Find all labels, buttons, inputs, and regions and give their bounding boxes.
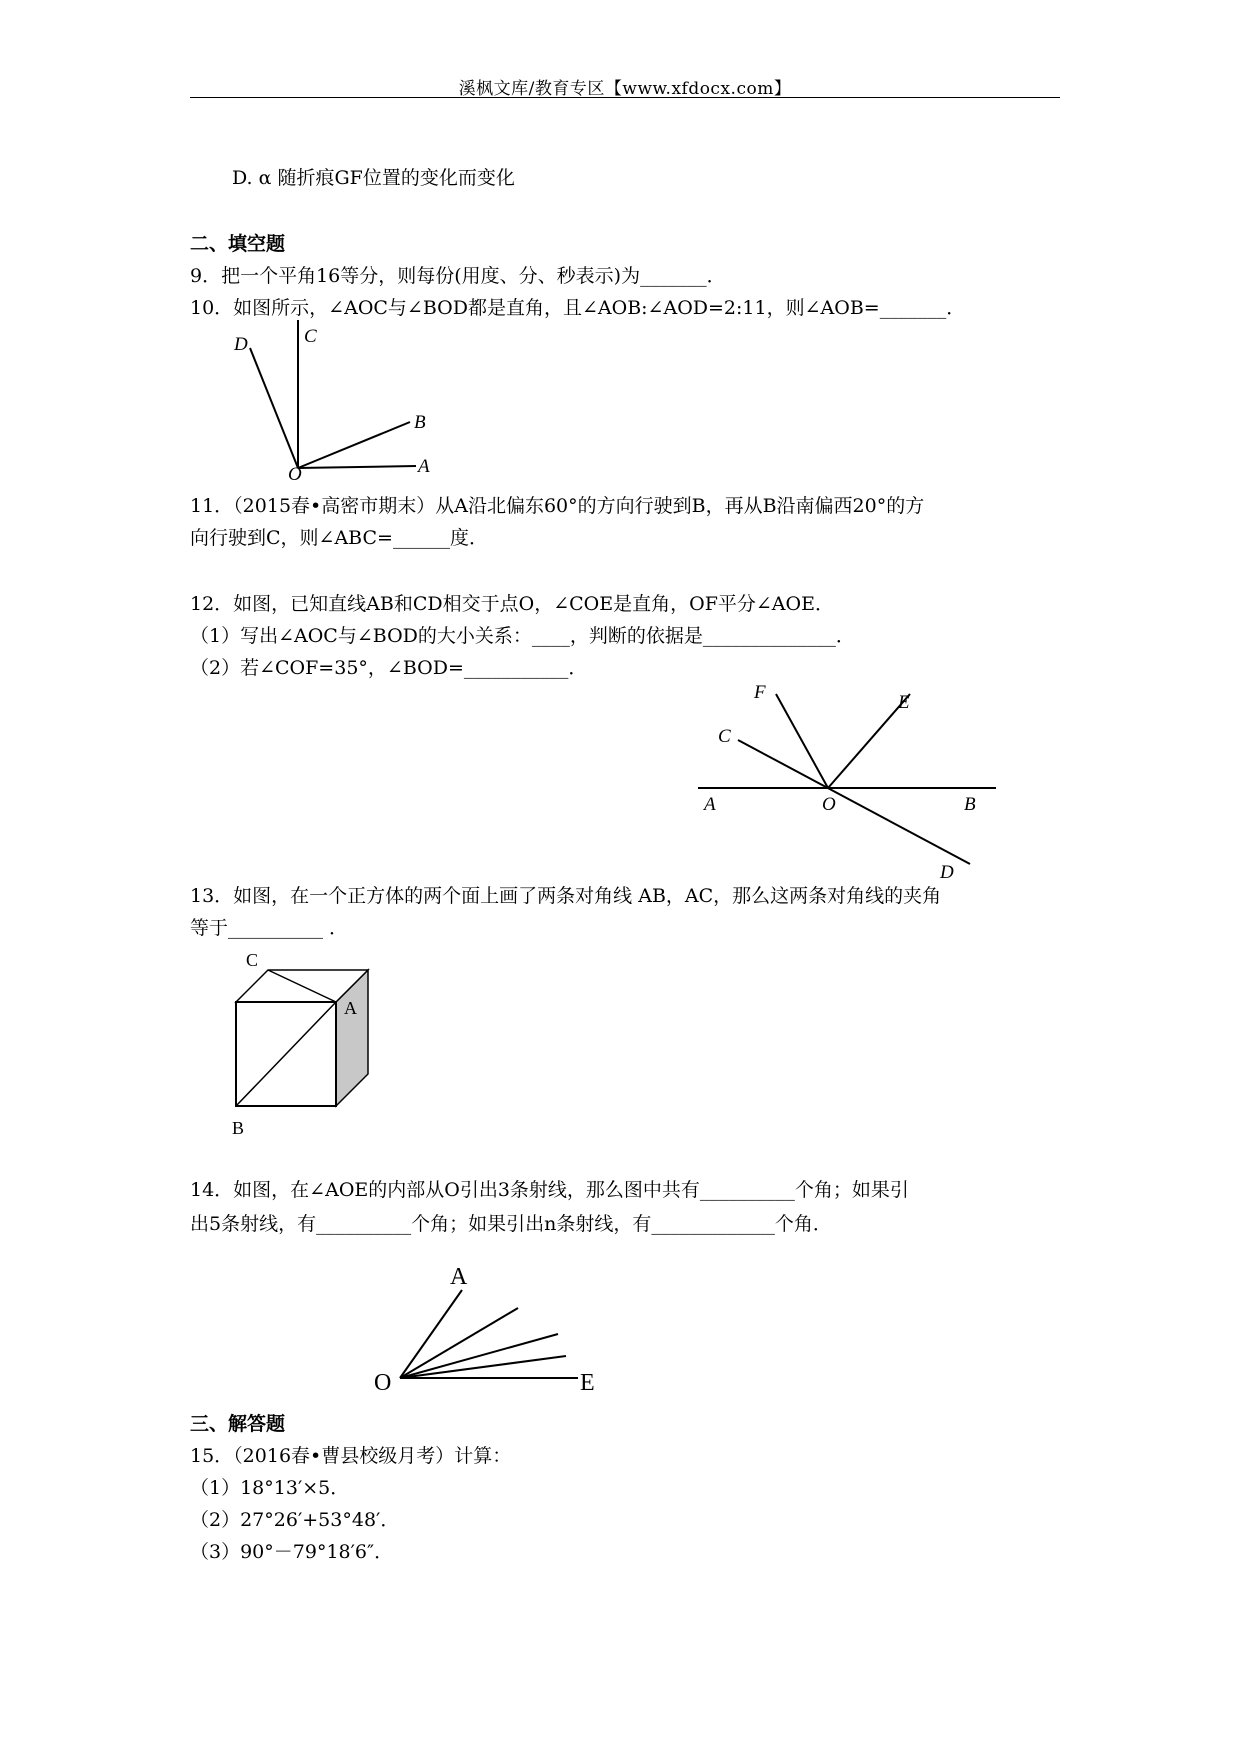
question-12-line-2: （1）写出∠AOC与∠BOD的大小关系：____，判断的依据是______________． [190, 625, 855, 647]
question-13-line-1: 13．如图，在一个正方体的两个面上画了两条对角线 AB，AC，那么这两条对角线的夹角 [190, 885, 942, 907]
fig12-label-D: D [940, 862, 954, 880]
question-9: 9．把一个平角16等分，则每份(用度、分、秒表示)为_______． [190, 265, 726, 287]
fig12-label-B: B [964, 794, 976, 815]
fig10-label-A: A [418, 456, 430, 477]
figure-14 [370, 1262, 610, 1406]
fig14-label-E: E [580, 1370, 595, 1396]
fig12-label-E: E [898, 692, 910, 713]
figure-13 [228, 944, 388, 1148]
question-14-line-1: 14．如图，在∠AOE的内部从O引出3条射线，那么图中共有__________个角；如果引 [190, 1179, 909, 1201]
section-2-title: 二、填空题 [190, 233, 286, 255]
question-15-part-2: （2）27°26′+53°48′． [190, 1509, 400, 1531]
fig10-label-B: B [414, 412, 426, 433]
fig14-label-A: A [450, 1264, 468, 1290]
question-12-line-1: 12．如图，已知直线AB和CD相交于点O，∠COE是直角，OF平分∠AOE． [190, 593, 834, 615]
question-13-line-2: 等于__________ ． [190, 917, 349, 939]
fig12-label-A: A [704, 794, 716, 815]
question-10: 10．如图所示，∠AOC与∠BOD都是直角，且∠AOB:∠AOD=2:11，则∠AOB=_______． [190, 297, 966, 319]
fig10-label-O: O [288, 464, 302, 480]
option-d: D. α 随折痕GF位置的变化而变化 [232, 167, 515, 189]
fig13-label-A: A [344, 998, 357, 1018]
figure-10 [228, 320, 458, 484]
page-header: 溪枫文库/教育专区【www.xfdocx.com】 [458, 79, 792, 99]
fig12-label-F: F [754, 682, 766, 703]
question-15: 15．（2016春•曹县校级月考）计算： [190, 1445, 512, 1467]
question-15-part-1: （1）18°13′×5． [190, 1477, 350, 1499]
question-12-line-3: （2）若∠COF=35°，∠BOD=___________． [190, 657, 588, 679]
header-rule [190, 97, 1060, 98]
fig10-label-D: D [234, 334, 248, 355]
figure-12 [696, 680, 1006, 884]
question-11-line-2: 向行驶到C，则∠ABC=______度． [190, 527, 488, 549]
fig13-label-C: C [246, 950, 259, 970]
fig10-label-C: C [304, 326, 317, 347]
question-14-line-2: 出5条射线，有__________个角；如果引出n条射线，有_____________个角． [190, 1213, 832, 1235]
question-15-part-3: （3）90°－79°18′6″． [190, 1541, 394, 1563]
fig12-label-O: O [822, 794, 836, 815]
fig13-label-B: B [232, 1118, 245, 1138]
question-11-line-1: 11．（2015春•高密市期末）从A沿北偏东60°的方向行驶到B，再从B沿南偏西20°的方 [190, 495, 925, 517]
fig14-label-O: O [374, 1370, 392, 1396]
fig12-label-C: C [718, 726, 731, 747]
section-3-title: 三、解答题 [190, 1413, 286, 1435]
